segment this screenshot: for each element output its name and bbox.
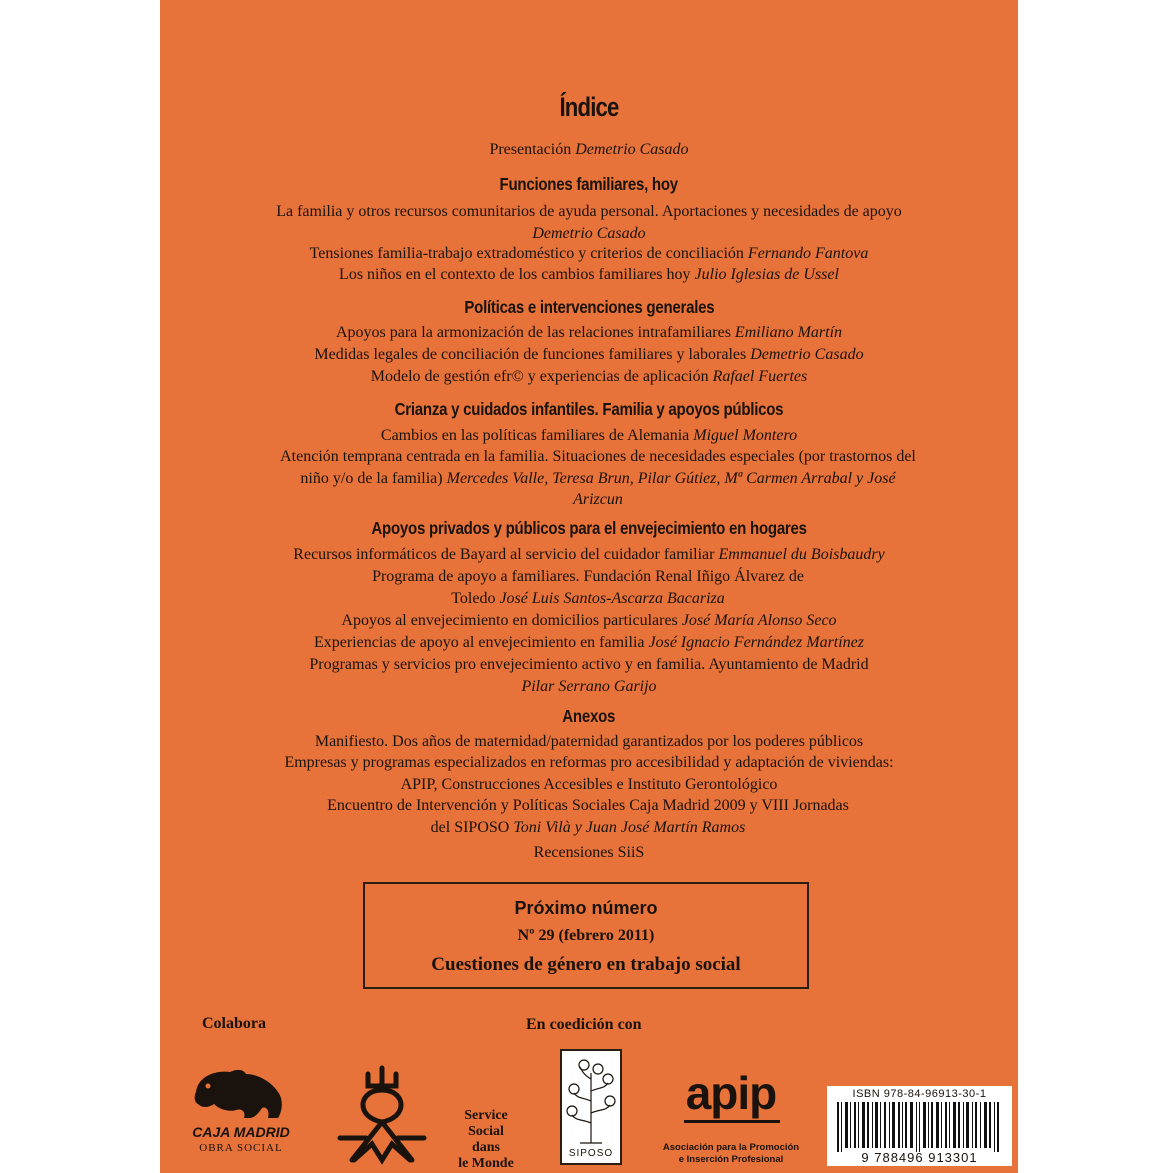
tree-icon — [562, 1053, 620, 1149]
entry-author: Rafael Fuertes — [712, 368, 808, 385]
presentation-label: Presentación — [489, 141, 572, 158]
toc-entry: Empresas y programas especializados en reformas pro accesibilidad y adaptación de viviendas: APIP, Construcciones Accesibles e Instituto Gerontológico — [284, 754, 894, 793]
entry-author: Fernando Fantova — [747, 245, 869, 262]
toc-entry: Experiencias de apoyo al envejecimiento en familia José Ignacio Fernández Martínez — [313, 634, 865, 651]
entry-author: Demetrio Casado — [750, 346, 864, 363]
entry-author: Demetrio Casado — [532, 224, 646, 242]
entry-author: Emiliano Martín — [734, 324, 843, 341]
presentation-author: Demetrio Casado — [575, 141, 689, 158]
entry-author: José Ignacio Fernández Martínez — [648, 634, 865, 651]
entry-author: Emmanuel du Boisbaudry — [718, 546, 885, 563]
apip-sub2: e Inserción Profesional — [678, 1154, 784, 1165]
barcode-digits: 9 788496 913301 — [861, 1150, 978, 1165]
toc-entry: Atención temprana centrada en la familia. Situaciones de necesidades especiales (por trastornos del niño y/o de la familia) Mercedes Valle, Teresa Brun, Pilar Gútiez, Mª Carmen Arrabal y José Arizcun — [280, 448, 916, 508]
toc-entry: Tensiones familia-trabajo extradoméstico y criterios de conciliación Fernando Fantova — [309, 245, 869, 262]
service-social-name: Service Social dans le Monde — [458, 1108, 514, 1171]
entry-author: Julio Iglesias de Ussel — [694, 266, 839, 283]
index-title: Índice — [559, 92, 619, 122]
apip-sub1: Asociación para la Promoción — [662, 1142, 800, 1153]
toc-entry: Manifiesto. Dos años de maternidad/paternidad garantizados por los poderes públicos — [314, 733, 864, 750]
section-heading: Funciones familiares, hoy — [499, 174, 679, 194]
reviews: Recensiones SiiS — [533, 844, 645, 861]
bear-icon — [186, 1062, 296, 1122]
collaborates-label: Colabora — [202, 1015, 266, 1032]
apip-name: apip — [685, 1067, 777, 1119]
toc-entry: Medidas legales de conciliación de funciones familiares y laborales Demetrio Casado — [314, 346, 864, 363]
next-issue-label: Próximo número — [514, 898, 658, 918]
entry-author: Mercedes Valle, Teresa Brun, Pilar Gútiez, Mª Carmen Arrabal y José Arizcun — [446, 469, 896, 508]
isbn-number: ISBN 978-84-96913-30-1 — [852, 1088, 987, 1100]
toc-entry: Cambios en las políticas familiares de Alemania Miguel Montero — [380, 427, 798, 444]
presentation-entry — [160, 141, 1018, 159]
next-issue-box — [363, 882, 809, 989]
section-heading: Anexos — [562, 706, 616, 726]
toc-entry: Encuentro de Intervención y Políticas Sociales Caja Madrid 2009 y VIII Jornadas del SIPOSO Toni Vilà y Juan José Martín Ramos — [327, 797, 849, 836]
toc-entry: Apoyos al envejecimiento en domicilios particulares José María Alonso Seco — [341, 612, 837, 629]
toc-entry: La familia y otros recursos comunitarios de ayuda personal. Aportaciones y necesidades de apoyo Demetrio Casado — [276, 203, 902, 242]
toc-entry: Recursos informáticos de Bayard al servicio del cuidador familiar Emmanuel du Boisbaudry — [293, 546, 885, 563]
section-heading: Políticas e intervenciones generales — [463, 297, 715, 317]
section-heading: Apoyos privados y públicos para el envejecimiento en hogares — [371, 518, 807, 538]
toc-entry: Apoyos para la armonización de las relaciones intrafamiliares Emiliano Martín — [335, 324, 843, 341]
caja-madrid-logo — [186, 1062, 296, 1170]
apip-underline — [684, 1120, 780, 1123]
next-issue-number: Nº 29 (febrero 2011) — [517, 927, 655, 944]
isbn-barcode — [827, 1086, 1012, 1166]
caja-madrid-name: CAJA MADRID — [192, 1124, 290, 1140]
coedition-label: En coedición con — [526, 1016, 642, 1033]
entry-author: José Luis Santos-Ascarza Bacariza — [499, 589, 725, 607]
toc-entry: Modelo de gestión efr© y experiencias de aplicación Rafael Fuertes — [370, 368, 808, 385]
next-issue-topic: Cuestiones de género en trabajo social — [431, 954, 741, 975]
barcode-icon — [827, 1102, 1012, 1152]
siposo-name: SIPOSO — [568, 1148, 614, 1159]
entry-author: Miguel Montero — [693, 427, 798, 444]
caja-madrid-sub: OBRA SOCIAL — [199, 1142, 283, 1154]
toc-entry: Programa de apoyo a familiares. Fundación Renal Iñigo Álvarez de Toledo José Luis Santos-Ascarza Bacariza — [372, 568, 804, 607]
entry-author: Pilar Serrano Garijo — [521, 677, 657, 695]
back-cover — [160, 0, 1018, 1173]
siposo-logo — [560, 1049, 622, 1165]
service-social-logo — [332, 1064, 432, 1166]
toc-entry: Programas y servicios pro envejecimiento activo y en familia. Ayuntamiento de Madrid Pilar Serrano Garijo — [309, 656, 869, 695]
entry-author: José María Alonso Seco — [681, 612, 837, 629]
service-social-emblem-icon — [332, 1064, 432, 1166]
entry-author: Toni Vilà y Juan José Martín Ramos — [513, 818, 746, 836]
apip-logo — [646, 1068, 816, 1168]
section-heading: Crianza y cuidados infantiles. Familia y apoyos públicos — [394, 399, 784, 419]
toc-entry: Los niños en el contexto de los cambios familiares hoy Julio Iglesias de Ussel — [339, 266, 839, 283]
